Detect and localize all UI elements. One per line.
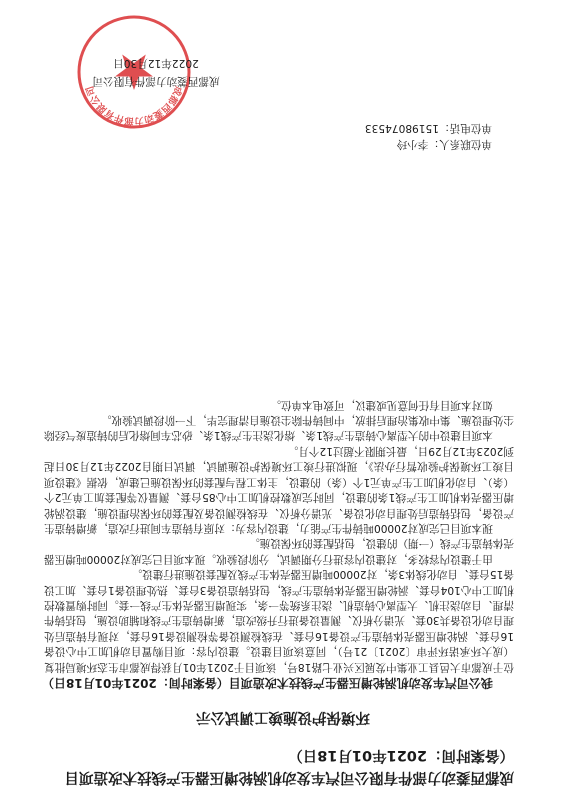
- paragraph-3: 现本项目已完成对20000吨铸件生产能力，建设内容为：对原有铸造车间进行改造，新增铸造生产设备，包括铸造后处理自动化设备、光谱分析仪、在线检测设备及配套的环保治理设施，建设涡轮增压器壳体机加工生产线1条的建设，同时完成数控机加工中心85台套、测量仪等配套加工单元2个（条）、自动化机加工生产单元1个（条）的建设，主体工程与配套的环保设施已建成，依据《建设项目竣工环境保护验收暂行办法》，现拟进行竣工环境保护设施调试，调试日期自2022年12月30日起到2023年12月29日，最长期限不超过12个月。: [44, 444, 514, 534]
- notice-body: [44, 396, 514, 690]
- paragraph-1: 位于成都市大邑县工业集中发展区兴业七路18号，该项目于2021年01月获得成都市生态环境局批复（成大环承诺环评审〔2021〕21号），同意该项目建设。建设内容：项目购置自动机加工中心设备16台套、涡轮增压器壳体铸造生产设备16台套、在线检测设备等检测设备16台套，对现有铸造后处理自动化设备共30套、光谱分析仪、测量设备进行升级改造，新增铸造生产线和辅助设施，包括铸件清理、自动浇注机、大型离心铸造机、浇注系统等一条，实现增压器壳体生产线一套。同时购置数控机加工中心104台套、涡轮增压器壳体铸造生产线，包括铸造设备3台套、热处理设备1台套、加工设备15台套、自动化线体3条，对20000吨增压器壳体生产线及配套设施进行建设。: [44, 568, 514, 673]
- notice-title-line1: 成都西菱动力部件有限公司汽车发动机涡轮增压器生产线技术改造项目（备案时间：2021年01月18日）: [64, 747, 514, 785]
- contact-phone: 单位电话：15198074533: [364, 122, 492, 134]
- svg-text:成都西菱动力部件有限公司: [84, 84, 185, 127]
- contact-block: [365, 120, 492, 152]
- intro-lead: 我公司汽车发动机涡轮增压器生产线技术改造项目（备案时间：2021年01月18日）: [42, 676, 493, 690]
- company-name: 成都西菱动力部件有限公司: [92, 75, 220, 87]
- seal-text: 成都西菱动力部件有限公司: [84, 84, 184, 127]
- paragraph-2: 由于建设内容较多，对建设内容进行分期调试，分阶段验收。现本项目已完成对20000吨增压器壳体铸造生产线（一期）的建设，包括配套的环保设施。: [44, 537, 514, 565]
- notice-title-line2: 环境保护设施竣工调试公示: [196, 709, 370, 725]
- paragraph-5: 如对本项目有任何意见或建议，可致电本单位。: [270, 398, 493, 411]
- signature-block: [66, 54, 246, 90]
- contact-person: 单位联系人：李小玲: [396, 138, 492, 150]
- paragraph-4: 本项目建设中的大型离心铸造生产线1条、熔化浇注生产线1条、砂芯车间熔化后的铸造废气经除尘处理设施、集中收集治理后排放，中间铸件除尘设施自清理完毕，下一阶段调试验收。: [44, 414, 514, 442]
- notice-date: 2022年12月30日: [113, 57, 199, 69]
